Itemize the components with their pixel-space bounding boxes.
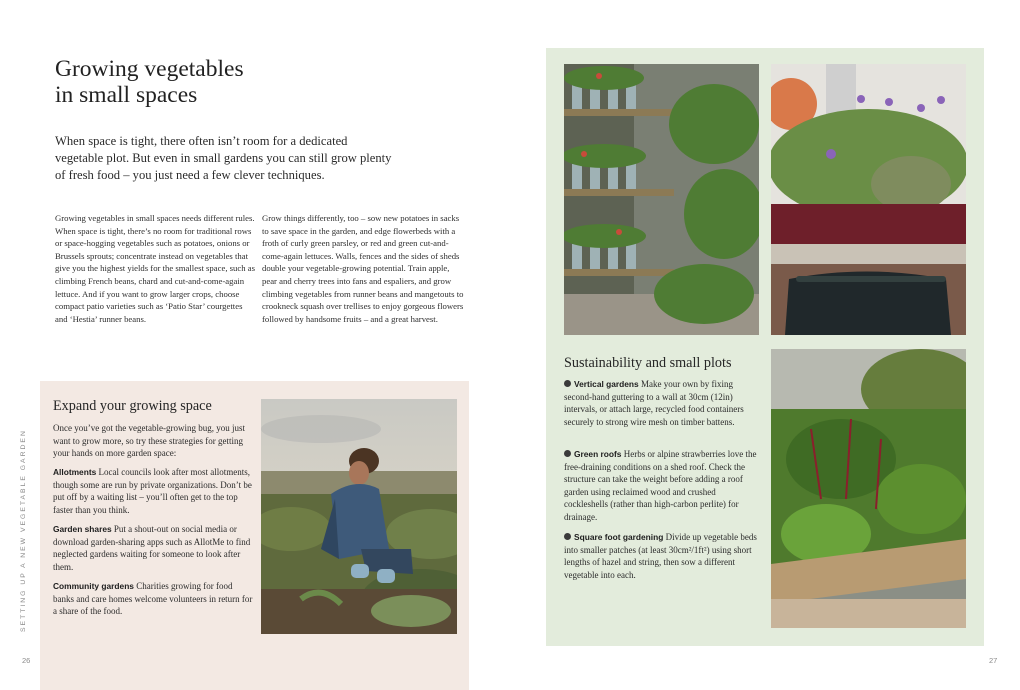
photo-square-foot-bed: [771, 349, 966, 628]
expand-item-community-gardens: [53, 580, 253, 618]
photo-vertical-garden: [564, 64, 759, 335]
photo-woman-gardening: [261, 399, 457, 634]
vertical-garden-illustration: [564, 64, 759, 335]
item-label: Vertical gardens: [574, 379, 639, 389]
item-text: Local councils look after most allotments, though some are run by private organizations. Don’t be put off by a waiting list – you’ll often get to the top faster than you think.: [53, 467, 252, 515]
item-label: Allotments: [53, 467, 97, 477]
sust-item-green-roofs: [564, 448, 760, 524]
item-text: Charities growing for food banks and care homes welcome volunteers in return for a share of the food.: [53, 581, 253, 617]
title-line-2: in small spaces: [55, 82, 198, 108]
raised-bed-illustration: [771, 349, 966, 628]
item-label: Square foot gardening: [574, 532, 664, 542]
sustainability-title: Sustainability and small plots: [564, 355, 732, 371]
item-text: Herbs or alpine strawberries love the free-draining conditions on a shed roof. Check the structure can take the weight before adding a roof garden using reclaimed wood and crushed cockleshells (rather than high-carbon perlite) for drainage.: [564, 449, 757, 522]
bullet-icon: [564, 450, 571, 457]
body-column-2: Grow things differently, too – sow new potatoes in sacks to save space in the garden, and edge flowerbeds with a froth of curly green parsley, or red and green cut-and-come-again lettuces. Walls, fences and the sides of sheds double your vegetable-growing potential. Train apple, pear and cherry trees into fans and espaliers, and grow climbing vegetables from runner beans and mangetouts to crookneck squash over trellises to enjoy gorgeous flowers followed by handsome fruits – and a great harvest.: [262, 213, 464, 324]
photo-green-roof: [771, 64, 966, 335]
item-text: Make your own by fixing second-hand guttering to a wall at 30cm (12in) intervals, or attach large, recycled food containers securely to strong wire mesh on timber battens.: [564, 379, 744, 427]
intro-paragraph: When space is tight, there often isn’t room for a dedicated vegetable plot. But even in small gardens you can still grow plenty of fresh food – you just need a few clever techniques.: [55, 134, 392, 182]
title-line-1: Growing vegetables: [55, 56, 244, 82]
bullet-icon: [564, 533, 571, 540]
woman-gardening-illustration: [261, 399, 457, 634]
expand-item-allotments: [53, 466, 253, 516]
item-label: Green roofs: [574, 449, 622, 459]
item-label: Community gardens: [53, 581, 134, 591]
page-number-right: 27: [989, 656, 998, 665]
expand-box-title: Expand your growing space: [53, 398, 212, 414]
item-label: Garden shares: [53, 524, 112, 534]
sust-item-square-foot: [564, 531, 760, 581]
body-column-1: Growing vegetables in small spaces needs different rules. When space is tight, there’s no room for traditional rows or space-hogging vegetables such as potatoes, onions or Brussels sprouts; concentrate instead on vegetables that give you the highest yields for the smallest space, such as climbing French beans, chard and cut-and-come-again lettuce. And if you want to grow larger crops, choose compact patio varieties such as ‘Patio Star’ courgettes and ‘Hestia’ runner beans.: [55, 213, 256, 324]
item-text: Put a shout-out on social media or download garden-sharing apps such as AllotMe to find neglected gardens waiting for someone to look after them.: [53, 524, 251, 572]
item-text: Divide up vegetable beds into smaller patches (at least 30cm²/1ft²) using short lengths of hazel and string, then sow a different vegetable into each.: [564, 532, 757, 580]
spine-text: SETTING UP A NEW VEGETABLE GARDEN: [20, 429, 27, 632]
sust-item-vertical-gardens: [564, 378, 760, 428]
bullet-icon: [564, 380, 571, 387]
page-title: [55, 56, 355, 108]
expand-box-intro: Once you’ve got the vegetable-growing bug, you just want to grow more, so try these strategies for getting your hands on more garden space:: [53, 423, 245, 459]
green-roof-illustration: [771, 64, 966, 335]
expand-item-garden-shares: [53, 523, 253, 573]
page-number-left: 26: [22, 656, 31, 665]
spine-label: [18, 429, 32, 632]
